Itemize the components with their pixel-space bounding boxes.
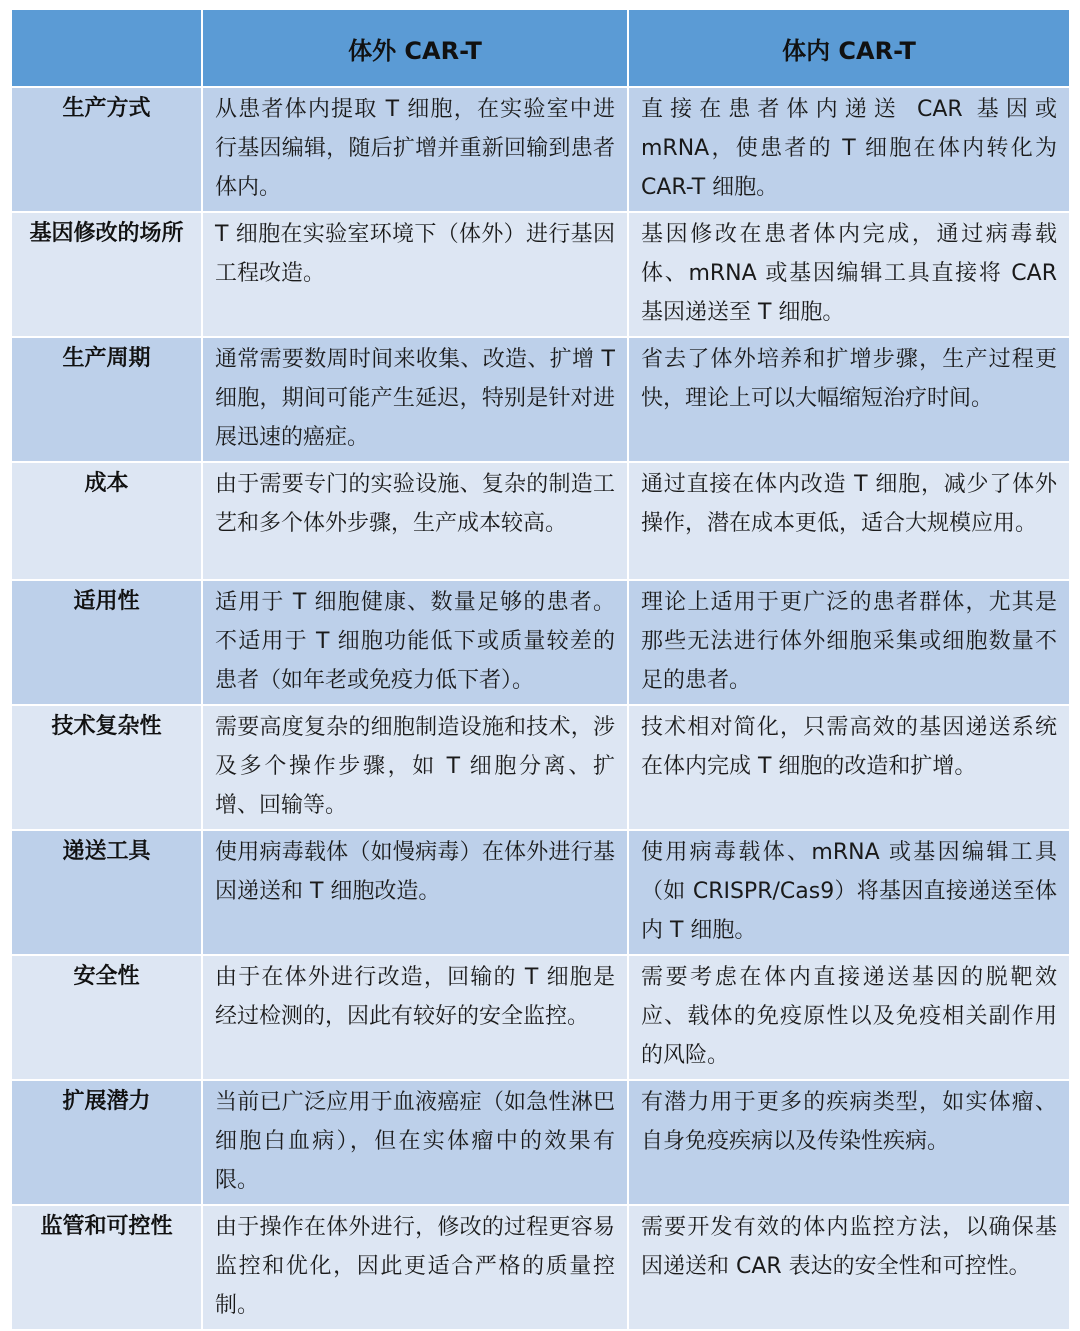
table-row <box>11 87 1070 212</box>
row-feature-label: 扩展潜力 <box>11 1080 202 1205</box>
header-row <box>11 9 1070 87</box>
ex-vivo-cell: 当前已广泛应用于血液癌症（如急性淋巴细胞白血病），但在实体瘤中的效果有限。 <box>202 1080 628 1205</box>
row-feature-label: 技术复杂性 <box>11 705 202 830</box>
table-body <box>11 87 1070 1330</box>
row-feature-label: 适用性 <box>11 580 202 705</box>
table-row <box>11 955 1070 1080</box>
table-row <box>11 212 1070 337</box>
ex-vivo-cell: 适用于 T 细胞健康、数量足够的患者。不适用于 T 细胞功能低下或质量较差的患者（如年老或免疫力低下者）。 <box>202 580 628 705</box>
ex-vivo-cell: 由于需要专门的实验设施、复杂的制造工艺和多个体外步骤，生产成本较高。 <box>202 462 628 580</box>
row-feature-label: 安全性 <box>11 955 202 1080</box>
table-row <box>11 1205 1070 1330</box>
row-feature-label: 生产周期 <box>11 337 202 462</box>
table-row <box>11 462 1070 580</box>
in-vivo-cell: 基因修改在患者体内完成，通过病毒载体、mRNA 或基因编辑工具直接将 CAR 基因递送至 T 细胞。 <box>628 212 1070 337</box>
in-vivo-cell: 有潜力用于更多的疾病类型，如实体瘤、自身免疫疾病以及传染性疾病。 <box>628 1080 1070 1205</box>
header-cell-in-vivo: 体内 CAR-T <box>628 9 1070 87</box>
table-row <box>11 337 1070 462</box>
table-row <box>11 830 1070 955</box>
in-vivo-cell: 理论上适用于更广泛的患者群体，尤其是那些无法进行体外细胞采集或细胞数量不足的患者。 <box>628 580 1070 705</box>
ex-vivo-cell: 由于在体外进行改造，回输的 T 细胞是经过检测的，因此有较好的安全监控。 <box>202 955 628 1080</box>
ex-vivo-cell: 使用病毒载体（如慢病毒）在体外进行基因递送和 T 细胞改造。 <box>202 830 628 955</box>
in-vivo-cell: 需要开发有效的体内监控方法，以确保基因递送和 CAR 表达的安全性和可控性。 <box>628 1205 1070 1330</box>
row-feature-label: 基因修改的场所 <box>11 212 202 337</box>
in-vivo-cell: 使用病毒载体、mRNA 或基因编辑工具（如 CRISPR/Cas9）将基因直接递送至体内 T 细胞。 <box>628 830 1070 955</box>
in-vivo-cell: 省去了体外培养和扩增步骤，生产过程更快，理论上可以大幅缩短治疗时间。 <box>628 337 1070 462</box>
row-feature-label: 监管和可控性 <box>11 1205 202 1330</box>
ex-vivo-cell: T 细胞在实验室环境下（体外）进行基因工程改造。 <box>202 212 628 337</box>
in-vivo-cell: 直接在患者体内递送 CAR 基因或 mRNA，使患者的 T 细胞在体内转化为 CAR-T 细胞。 <box>628 87 1070 212</box>
header-cell-feature <box>11 9 202 87</box>
row-feature-label: 递送工具 <box>11 830 202 955</box>
in-vivo-cell: 需要考虑在体内直接递送基因的脱靶效应、载体的免疫原性以及免疫相关副作用的风险。 <box>628 955 1070 1080</box>
row-feature-label: 成本 <box>11 462 202 580</box>
table-row <box>11 1080 1070 1205</box>
table-row <box>11 580 1070 705</box>
ex-vivo-cell: 需要高度复杂的细胞制造设施和技术，涉及多个操作步骤，如 T 细胞分离、扩增、回输等。 <box>202 705 628 830</box>
in-vivo-cell: 通过直接在体内改造 T 细胞，减少了体外操作，潜在成本更低，适合大规模应用。 <box>628 462 1070 580</box>
comparison-table <box>10 8 1071 1331</box>
ex-vivo-cell: 由于操作在体外进行，修改的过程更容易监控和优化，因此更适合严格的质量控制。 <box>202 1205 628 1330</box>
ex-vivo-cell: 从患者体内提取 T 细胞，在实验室中进行基因编辑，随后扩增并重新回输到患者体内。 <box>202 87 628 212</box>
table-row <box>11 705 1070 830</box>
table-header <box>11 9 1070 87</box>
header-cell-ex-vivo: 体外 CAR-T <box>202 9 628 87</box>
row-feature-label: 生产方式 <box>11 87 202 212</box>
in-vivo-cell: 技术相对简化，只需高效的基因递送系统在体内完成 T 细胞的改造和扩增。 <box>628 705 1070 830</box>
ex-vivo-cell: 通常需要数周时间来收集、改造、扩增 T 细胞，期间可能产生延迟，特别是针对进展迅速的癌症。 <box>202 337 628 462</box>
